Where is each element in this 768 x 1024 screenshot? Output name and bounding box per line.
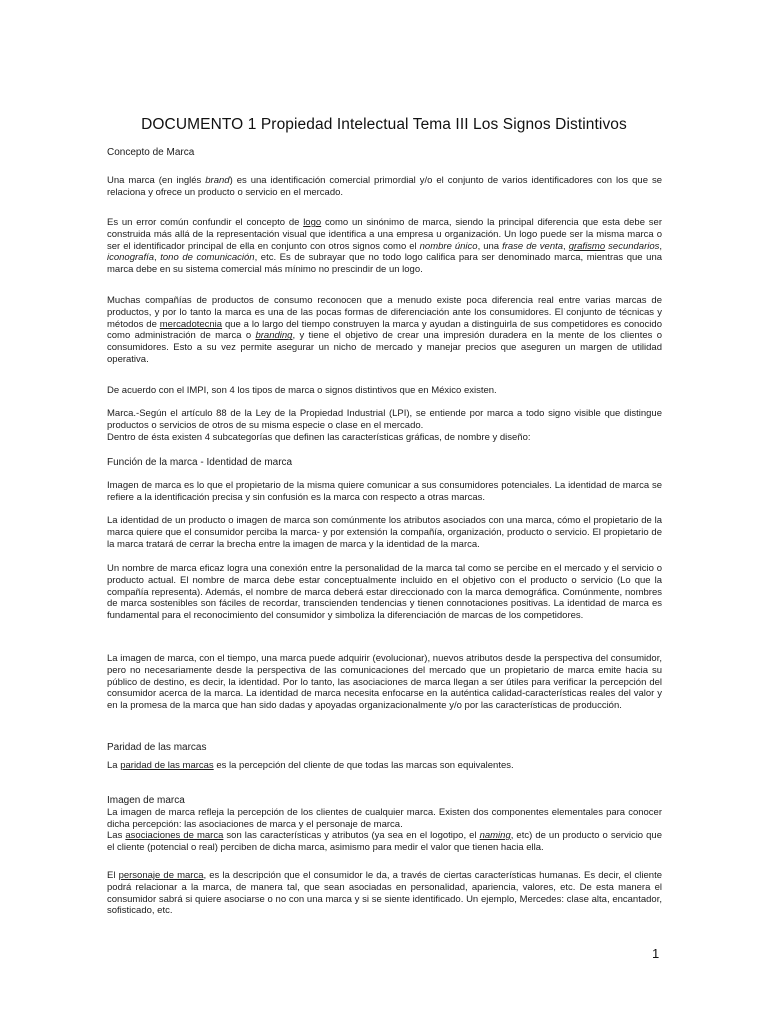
page-number: 1 [652, 946, 660, 961]
heading-paridad-de-las-marcas: Paridad de las marcas [107, 742, 207, 753]
link-personaje-de-marca[interactable]: personaje de marca [118, 870, 204, 881]
paragraph-identidad-producto: La identidad de un producto o imagen de marca son comúnmente los atributos asociados con una marca, cómo el propietario de la marca quiere que el consumidor perciba la marca- y por extensión la compañía, organización, producto o servicio. El propietario de la marca tratará de cerrar la brecha entre la imagen de marca y la identidad de la marca. [107, 515, 662, 550]
link-naming[interactable]: naming [479, 830, 511, 841]
heading-funcion-de-la-marca: Función de la marca - Identidad de marca [107, 457, 293, 468]
paragraph-definicion-marca: Una marca (en inglés brand) es una identificación comercial primordial y/o el conjunto de varios identificadores con los que se relaciona y ofrece un producto o servicio en el mercado. [107, 175, 662, 198]
link-mercadotecnia[interactable]: mercadotecnia [159, 318, 223, 330]
paragraph-asociaciones: Las asociaciones de marca son las características y atributos (ya sea en el logotipo, el naming, etc) de un producto o servicio que el cliente (potencial o real) perciben de dicha marca, asimismo para medir el valor que tienen hacia ella. [107, 830, 662, 853]
heading-concepto-de-marca: Concepto de Marca [107, 147, 195, 158]
paragraph-impi: De acuerdo con el IMPI, son 4 los tipos de marca o signos distintivos que en México existen. [107, 385, 497, 396]
paragraph-articulo-88: Marca.-Según el artículo 88 de la Ley de la Propiedad Industrial (LPI), se entiende por marca a todo signo visible que distingue productos o servicios de otros de su misma especie o clase en el mercado. [107, 408, 662, 431]
paragraph-personaje: El personaje de marca, es la descripción que el consumidor le da, a través de ciertas características humanas. Es decir, el cliente podrá relacionar a la marca, de manera tal, que sean asociadas en personalidad, apariencia, valores, etc. De esta manera el consumidor sabrá si quiere asociarse o no con una marca y si se siente identificado. Un ejemplo, Mercedes: clase alta, encantador, sofisticado, etc. [107, 870, 662, 917]
link-logo[interactable]: logo [303, 217, 322, 228]
link-grafismo[interactable]: grafismo [568, 240, 606, 252]
paragraph-branding: Muchas compañías de productos de consumo reconocen que a menudo existe poca diferencia real entre varias marcas de productos, y por lo tanto la marca es una de las pocas formas de diferenciación ante los consumidores. El conjunto de técnicas y métodos de mercadotecnia que a lo largo del tiempo construyen la marca y ayudan a distinguirla de sus competidores es conocido como administración de marca o branding, y tiene el objetivo de crear una impresión duradera en la mente de los clientes o consumidores. Esto a su vez permite asegurar un nicho de mercado y manejar precios que aseguren un margen de utilidad operativa. [107, 295, 662, 365]
paragraph-imagen-percepcion: La imagen de marca refleja la percepción de los clientes de cualquier marca. Existen dos componentes elementales para conocer dicha percepción: las asociaciones de marca y el personaje de marca. [107, 807, 662, 830]
paragraph-logo-vs-marca: Es un error común confundir el concepto de logo como un sinónimo de marca, siendo la principal diferencia que esta debe ser construida más allá de la representación visual que identifica a una empresa u organización. Un logo puede ser la misma marca o ser el identificador principal de ella en conjunto con otros signos como el nombre único, una frase de venta, grafismo secundarios, iconografía, tono de comunicación, etc. Es de subrayar que no todo logo califica para ser denominado marca, mientras que una marca debe en su sistema comercial más mínimo no prescindir de un logo. [107, 217, 663, 276]
link-paridad-de-las-marcas[interactable]: paridad de las marcas [120, 760, 214, 771]
paragraph-imagen-evolucion: La imagen de marca, con el tiempo, una marca puede adquirir (evolucionar), nuevos atributos desde la perspectiva del consumidor, pero no necesariamente desde la perspectiva de las comunicaciones del mercado que un propietario de marca emite hacia su público de destino, es decir, la identidad. Por lo tanto, las asociaciones de marca llegan a ser útiles para verificar la percepción del consumidor acerca de la marca. La identidad de marca necesita enfocarse en la auténtica calidad-características reales del valor y en la promesa de la marca que han sido dadas y apoyadas organizacionalmente y/o por las características de producción. [107, 653, 662, 712]
heading-imagen-de-marca: Imagen de marca [107, 795, 185, 806]
paragraph-paridad: La paridad de las marcas es la percepción del cliente de que todas las marcas son equivalentes. [107, 760, 514, 771]
link-branding[interactable]: branding [255, 330, 293, 342]
link-asociaciones-de-marca[interactable]: asociaciones de marca [125, 830, 224, 841]
paragraph-subcategorias: Dentro de ésta existen 4 subcategorías que definen las características gráficas, de nombre y diseño: [107, 432, 531, 443]
paragraph-nombre-de-marca: Un nombre de marca eficaz logra una conexión entre la personalidad de la marca tal como se percibe en el mercado y el servicio o producto actual. El nombre de marca debe estar conceptualmente incluido en el objetivo con el producto o servicio (Lo que la compañía representa). Además, el nombre de marca deberá estar direccionado con la marca demográfica. Comúnmente, nombres de marca sostenibles son fáciles de recordar, transcienden tendencias y tienen connotaciones positivas. La identidad de marca es fundamental para el reconocimiento del consumidor y simboliza la diferenciación de marcas de los competidores. [107, 563, 662, 622]
document-title: DOCUMENTO 1 Propiedad Intelectual Tema III Los Signos Distintivos [141, 116, 627, 133]
paragraph-identidad-definicion: Imagen de marca es lo que el propietario de la misma quiere comunicar a sus consumidores potenciales. La identidad de marca se refiere a la identificación precisa y sin confusión es la marca con respecto a otras marcas. [107, 480, 662, 503]
